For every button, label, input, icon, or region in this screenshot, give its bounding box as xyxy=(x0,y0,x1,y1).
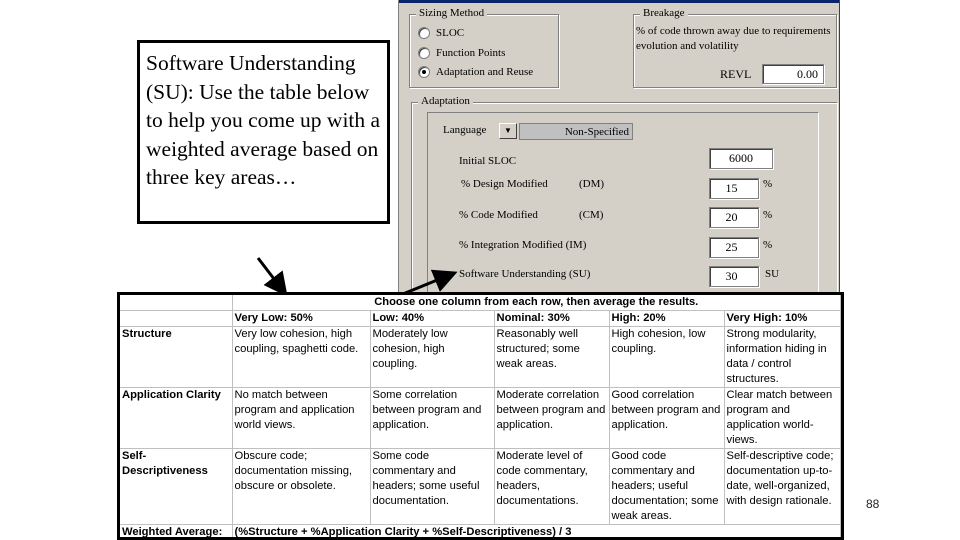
page-number: 88 xyxy=(866,497,880,511)
language-label: Language xyxy=(443,124,487,136)
cm-label: % Code Modified xyxy=(459,209,538,221)
col-header-very-low: Very Low: 50% xyxy=(232,311,370,327)
table-cell: Obscure code; documentation missing, obscure or obsolete. xyxy=(232,449,370,525)
im-label: % Integration Modified (IM) xyxy=(459,239,587,251)
radio-adaptation-reuse-label: Adaptation and Reuse xyxy=(436,66,534,78)
revl-field[interactable]: 0.00 xyxy=(762,64,824,84)
table-row xyxy=(120,327,841,388)
table-cell: Strong modularity, information hiding in data / control structures. xyxy=(724,327,841,388)
dm-label: % Design Modified xyxy=(461,178,548,190)
table-cell: Some code commentary and headers; some useful documentation. xyxy=(370,449,494,525)
initial-sloc-field[interactable]: 6000 xyxy=(709,148,773,169)
adaptation-label: Adaptation xyxy=(418,95,473,107)
breakage-label: Breakage xyxy=(640,7,688,19)
su-callout-text: Software Understanding (SU): Use the table below to help you come up with a weighted average based on three key areas… xyxy=(146,51,381,189)
im-field[interactable]: 25 xyxy=(709,237,759,258)
radio-sloc-label: SLOC xyxy=(436,27,465,39)
table-cell: No match between program and application world views. xyxy=(232,388,370,449)
breakage-description: % of code thrown away due to requirements evolution and volatility xyxy=(636,25,831,52)
su-field[interactable]: 30 xyxy=(709,266,759,287)
sizing-method-label: Sizing Method xyxy=(416,7,487,19)
language-select[interactable]: Non-Specified xyxy=(519,123,633,140)
table-cell: Good code commentary and headers; useful documentation; some weak areas. xyxy=(609,449,724,525)
arrow-to-table xyxy=(258,258,284,292)
table-cell: Clear match between program and application world-views. xyxy=(724,388,841,449)
table-cell: Very low cohesion, high coupling, spaghetti code. xyxy=(232,327,370,388)
table-footer-row xyxy=(120,525,841,540)
table-title: Choose one column from each row, then average the results. xyxy=(232,295,841,311)
table-row xyxy=(120,388,841,449)
revl-label: REVL xyxy=(720,67,752,81)
dm-abbr: (DM) xyxy=(579,178,605,190)
im-percent: % xyxy=(763,239,773,251)
table-cell: Moderately low cohesion, high coupling. xyxy=(370,327,494,388)
row-label-self-descriptiveness: Self-Descriptiveness xyxy=(120,449,232,525)
table-cell: Some correlation between program and application. xyxy=(370,388,494,449)
col-header-very-high: Very High: 10% xyxy=(724,311,841,327)
row-label-structure: Structure xyxy=(120,327,232,388)
radio-function-points-label: Function Points xyxy=(436,47,506,59)
initial-sloc-label: Initial SLOC xyxy=(459,155,517,167)
su-unit: SU xyxy=(765,268,780,280)
weighted-average-label: Weighted Average: xyxy=(120,525,232,540)
row-label-application-clarity: Application Clarity xyxy=(120,388,232,449)
su-label: Software Understanding (SU) xyxy=(459,268,591,280)
dm-field[interactable]: 15 xyxy=(709,178,759,199)
col-header-high: High: 20% xyxy=(609,311,724,327)
table-header-row xyxy=(120,311,841,327)
cm-percent: % xyxy=(763,209,773,221)
col-header-low: Low: 40% xyxy=(370,311,494,327)
table-cell: Moderate level of code commentary, headers, documentations. xyxy=(494,449,609,525)
su-rating-table xyxy=(117,292,844,540)
chevron-down-icon: ▼ xyxy=(504,126,512,135)
weighted-average-formula: (%Structure + %Application Clarity + %Self-Descriptiveness) / 3 xyxy=(232,525,841,540)
table-cell: Reasonably well structured; some weak areas. xyxy=(494,327,609,388)
table-cell: Self-descriptive code; documentation up-to-date, well-organized, with design rationale. xyxy=(724,449,841,525)
table-row xyxy=(120,449,841,525)
dm-percent: % xyxy=(763,178,773,190)
table-title-row xyxy=(120,295,841,311)
cm-abbr: (CM) xyxy=(579,209,604,221)
cm-field[interactable]: 20 xyxy=(709,207,759,228)
table-cell: High cohesion, low coupling. xyxy=(609,327,724,388)
table-cell: Moderate correlation between program and application. xyxy=(494,388,609,449)
col-header-nominal: Nominal: 30% xyxy=(494,311,609,327)
table-cell: Good correlation between program and application. xyxy=(609,388,724,449)
